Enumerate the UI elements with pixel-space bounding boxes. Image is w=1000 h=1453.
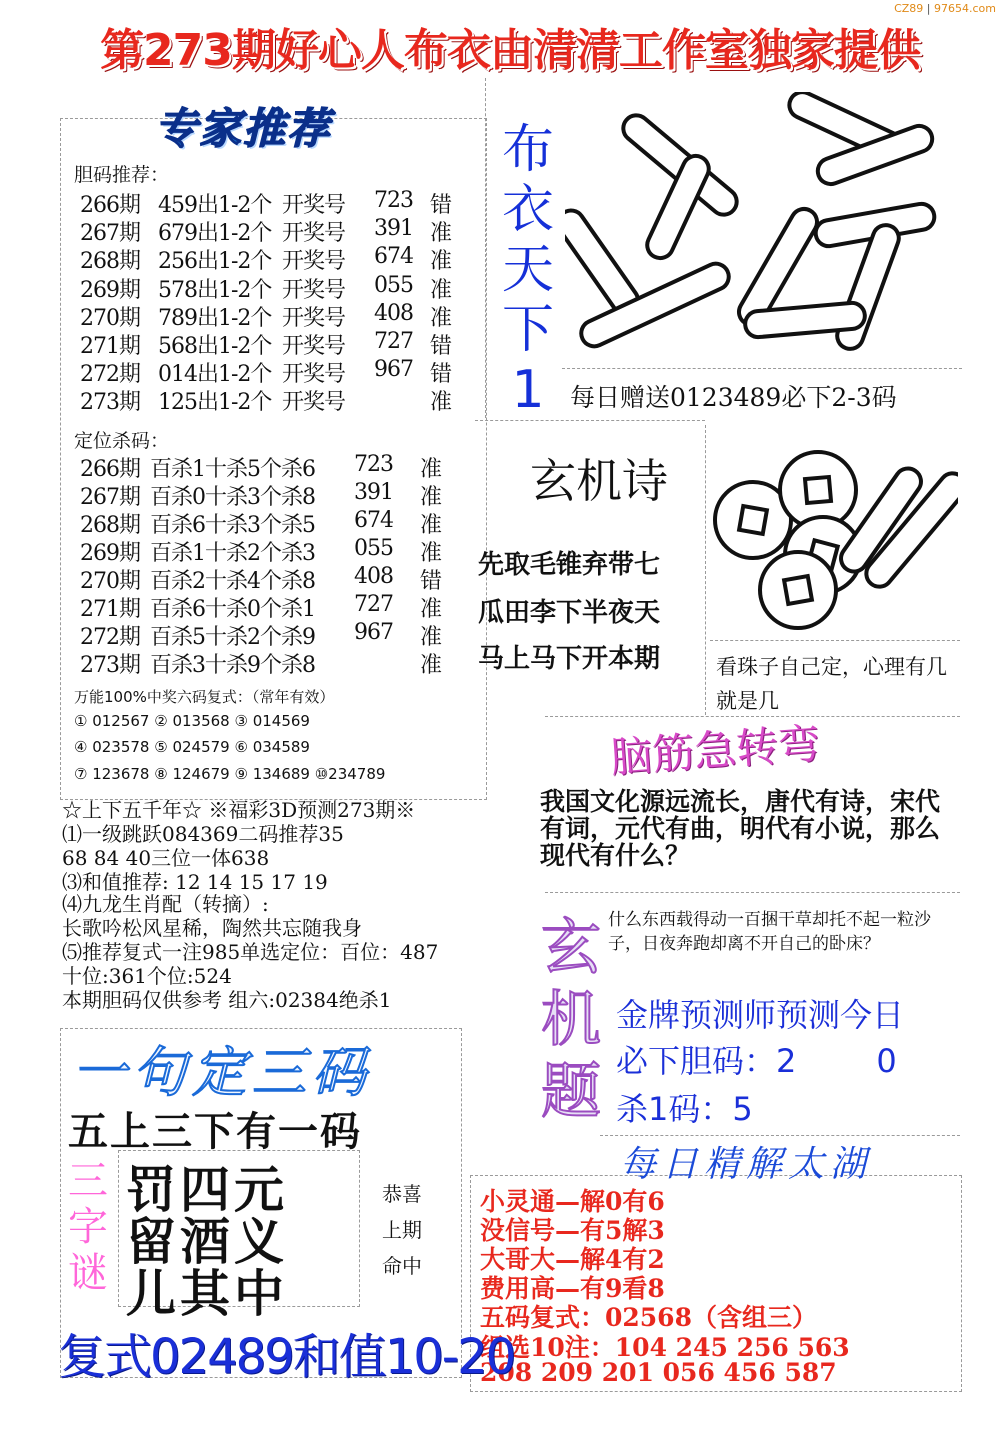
history-line: 十位:361个位:524 <box>62 964 232 988</box>
dan-label: 开奖号 <box>282 221 346 247</box>
buyi-char: 衣 <box>501 180 554 240</box>
divider <box>475 420 705 421</box>
taihu-line: 小灵通—解0有6 <box>480 1187 665 1216</box>
poem-title: 玄机诗 <box>530 454 668 508</box>
kill-pick: 百杀1十杀2个杀3 <box>150 541 315 566</box>
dan-issue: 269期 <box>80 277 140 303</box>
dan-result: 727 <box>374 329 413 354</box>
kill-result: 967 <box>354 620 393 645</box>
kill-verdict: 准 <box>420 597 442 622</box>
dan-issue: 266期 <box>80 193 140 218</box>
three-char-line: 儿其中 <box>126 1265 288 1323</box>
poem-line: 先取毛锥弃带七 <box>478 550 661 580</box>
riddle-char: 题 <box>541 1057 601 1127</box>
big-digits-graphic <box>565 92 965 367</box>
watermark-prefix: CZ89 <box>894 2 924 15</box>
six-label: 万能100%中奖六码复式：（常年有效） <box>74 688 335 706</box>
six-row: ④ 023578 ⑤ 024579 ⑥ 034589 <box>74 738 310 756</box>
kill-verdict: 准 <box>420 653 442 678</box>
kill-verdict: 准 <box>420 485 442 510</box>
six-row: ⑦ 123678 ⑧ 124679 ⑨ 134689 ⑩234789 <box>74 765 386 783</box>
buyi-char: 下 <box>501 300 554 360</box>
three-char-vertical <box>64 1158 112 1296</box>
brain-question: 我国文化源远流长，唐代有诗，宋代有词，元代有曲，明代有小说，那么现代有什么？ <box>540 787 941 870</box>
taihu-line: 组选10注：104 245 256 563 <box>480 1333 850 1362</box>
dan-result: 055 <box>374 272 413 298</box>
kill-verdict: 错 <box>420 569 442 594</box>
history-line: 68 84 40三位一体638 <box>62 846 270 870</box>
kill-result: 391 <box>354 480 393 505</box>
daily-gift: 每日赠送0123489必下2-3码 <box>570 383 897 412</box>
dan-pick: 789出1-2个 <box>158 305 272 331</box>
poem-line: 瓜田李下半夜天 <box>478 598 661 628</box>
kill-row <box>0 452 480 482</box>
taihu-line: 大哥大—解4有2 <box>480 1245 665 1274</box>
must-digit: 0 <box>876 1042 897 1080</box>
three-char-line: 罚四元 <box>126 1161 288 1219</box>
dan-verdict: 准 <box>430 221 452 247</box>
watermark-site: 97654.com <box>934 2 996 15</box>
dan-verdict: 准 <box>430 249 452 275</box>
dan-issue: 267期 <box>80 221 140 247</box>
history-line: ⑶和值推荐: 12 14 15 17 19 <box>62 870 328 894</box>
history-line: 本期胆码仅供参考 组六:02384绝杀1 <box>62 988 392 1012</box>
history-line: ⑸推荐复式一注985单选定位：百位：487 <box>62 940 439 964</box>
kill-row <box>0 592 480 622</box>
dan-issue: 271期 <box>80 334 140 359</box>
kill-pick: 百杀0十杀3个杀8 <box>150 485 315 510</box>
riddle-char: 机 <box>541 985 601 1055</box>
dan-pick: 459出1-2个 <box>158 193 272 218</box>
history-line: ☆上下五千年☆ ※福彩3D预测273期※ <box>62 798 416 822</box>
kill-verdict: 准 <box>420 625 442 650</box>
taihu-line: 没信号—有5解3 <box>480 1216 665 1245</box>
riddle-char: 玄 <box>541 913 601 983</box>
page-title: 第273期好心人布衣由清清工作室独家提供 <box>100 25 920 76</box>
dan-row <box>0 216 480 247</box>
taihu-line: 208 209 201 056 456 587 <box>480 1358 837 1387</box>
kill-issue: 267期 <box>80 485 140 510</box>
kill-issue: 270期 <box>80 569 140 594</box>
history-line: ⑷九龙生肖配（转摘）: <box>62 892 269 916</box>
dan-row <box>0 357 480 388</box>
congrats-line: 恭喜 <box>382 1182 422 1206</box>
buyi-char: 1 <box>511 360 545 420</box>
divider <box>710 640 960 641</box>
kill-issue: 269期 <box>80 541 140 566</box>
dan-issue: 268期 <box>80 249 140 275</box>
kill-label: 定位杀码： <box>74 430 170 452</box>
kill-result: 408 <box>354 564 393 589</box>
divider <box>705 425 706 715</box>
taihu-line: 五码复式：02568（含组三） <box>480 1303 817 1332</box>
dan-pick: 125出1-2个 <box>158 390 272 416</box>
beads-image <box>708 430 958 638</box>
dan-row <box>0 300 480 331</box>
dan-row <box>0 272 480 303</box>
dan-issue: 272期 <box>80 362 140 388</box>
kill-issue: 273期 <box>80 653 140 678</box>
congrats-line: 上期 <box>382 1218 422 1242</box>
dan-pick: 578出1-2个 <box>158 277 272 303</box>
dan-verdict: 错 <box>430 334 452 359</box>
kill-pick: 百杀5十杀2个杀9 <box>150 625 315 650</box>
kill-one-digit: 5 <box>732 1090 753 1128</box>
dan-pick: 256出1-2个 <box>158 249 272 275</box>
dan-result: 408 <box>374 300 413 326</box>
dan-verdict: 准 <box>430 390 452 416</box>
kill-issue: 268期 <box>80 513 140 538</box>
kill-pick: 百杀3十杀9个杀8 <box>150 653 315 678</box>
kill-verdict: 准 <box>420 541 442 566</box>
kill-row <box>0 508 480 538</box>
divider <box>545 892 960 893</box>
gold-title: 金牌预测师预测今日 <box>616 996 905 1034</box>
dan-pick: 679出1-2个 <box>158 221 272 247</box>
dan-label: 开奖号 <box>282 334 346 359</box>
dan-label: 开奖号 <box>282 193 346 218</box>
dan-label: 开奖号 <box>282 277 346 303</box>
divider <box>562 368 962 369</box>
buyi-char: 天 <box>501 240 554 300</box>
expert-title: 专家推荐 <box>155 104 332 153</box>
history-line: 长歌吟松风星稀，陶然共忘随我身 <box>62 916 362 940</box>
dan-row <box>0 244 480 275</box>
kill-pick: 百杀1十杀5个杀6 <box>150 457 315 482</box>
kill-pick: 百杀2十杀4个杀8 <box>150 569 315 594</box>
kill-verdict: 准 <box>420 513 442 538</box>
kill-pick: 百杀6十杀3个杀5 <box>150 513 315 538</box>
dan-label: 开奖号 <box>282 390 346 416</box>
kill-result: 055 <box>354 536 393 561</box>
kill-row <box>0 480 480 510</box>
poem-line: 马上马下开本期 <box>478 644 661 674</box>
dan-issue: 273期 <box>80 390 140 416</box>
dan-row <box>0 188 480 218</box>
kill-issue: 266期 <box>80 457 140 482</box>
taihu-line: 费用高—有9看8 <box>480 1274 665 1303</box>
kill-one-row <box>616 1084 753 1130</box>
three-char: 字 <box>68 1204 108 1250</box>
divider <box>485 78 486 418</box>
dan-verdict: 准 <box>430 277 452 303</box>
kill-one-label: 杀1码： <box>616 1090 733 1128</box>
congrats-line: 命中 <box>382 1254 422 1278</box>
three-char: 三 <box>68 1158 108 1204</box>
watermark: CZ89 | 97654.com <box>894 2 996 15</box>
kill-row <box>0 564 480 594</box>
kill-issue: 272期 <box>80 625 140 650</box>
dan-verdict: 准 <box>430 305 452 331</box>
dan-pick: 568出1-2个 <box>158 334 272 359</box>
brain-title: 脑筋急转弯 <box>608 718 822 783</box>
dan-label: 开奖号 <box>282 362 346 388</box>
dan-result: 967 <box>374 357 413 383</box>
riddle-question: 什么东西载得动一百捆干草却托不起一粒沙子，日夜奔跑却离不开自己的卧床？ <box>608 910 931 954</box>
kill-verdict: 准 <box>420 457 442 482</box>
dan-row <box>0 385 480 416</box>
history-line: ⑴一级跳跃084369二码推荐35 <box>62 822 344 846</box>
must-label: 必下胆码： <box>616 1042 777 1080</box>
one-sentence-text: 五上三下有一码 <box>68 1109 362 1155</box>
kill-result: 727 <box>354 592 393 617</box>
dan-label: 开奖号 <box>282 249 346 275</box>
six-row: ① 012567 ② 013568 ③ 014569 <box>74 712 310 730</box>
three-char-line: 留酒义 <box>126 1213 288 1271</box>
kill-issue: 271期 <box>80 597 140 622</box>
dan-label: 胆码推荐： <box>74 164 170 186</box>
beads-note: 看珠子自己定，心理有几就是几 <box>716 655 947 713</box>
dan-verdict: 错 <box>430 362 452 388</box>
dan-result: 391 <box>374 216 413 242</box>
taihu-title: 每日精解太湖 <box>620 1144 873 1185</box>
dan-result: 674 <box>374 244 413 270</box>
dan-result: 723 <box>374 188 413 213</box>
bottom-combo: 复式02489和值10-20 <box>58 1329 515 1385</box>
buyi-vertical-title <box>493 120 563 420</box>
kill-pick: 百杀6十杀0个杀1 <box>150 597 315 622</box>
one-sentence-title: 一句定三码 <box>72 1041 372 1104</box>
kill-row <box>0 620 480 650</box>
must-digit: 2 <box>776 1042 797 1080</box>
dan-verdict: 错 <box>430 193 452 218</box>
kill-row <box>0 536 480 566</box>
dan-label: 开奖号 <box>282 305 346 331</box>
dan-row <box>0 329 480 359</box>
dan-pick: 014出1-2个 <box>158 362 272 388</box>
riddle-vertical-title <box>538 912 604 1128</box>
kill-result: 674 <box>354 508 393 533</box>
kill-row <box>0 648 480 678</box>
must-row <box>616 1036 897 1082</box>
buyi-char: 布 <box>501 120 554 180</box>
dan-issue: 270期 <box>80 305 140 331</box>
kill-result: 723 <box>354 452 393 477</box>
three-char: 谜 <box>68 1250 108 1296</box>
